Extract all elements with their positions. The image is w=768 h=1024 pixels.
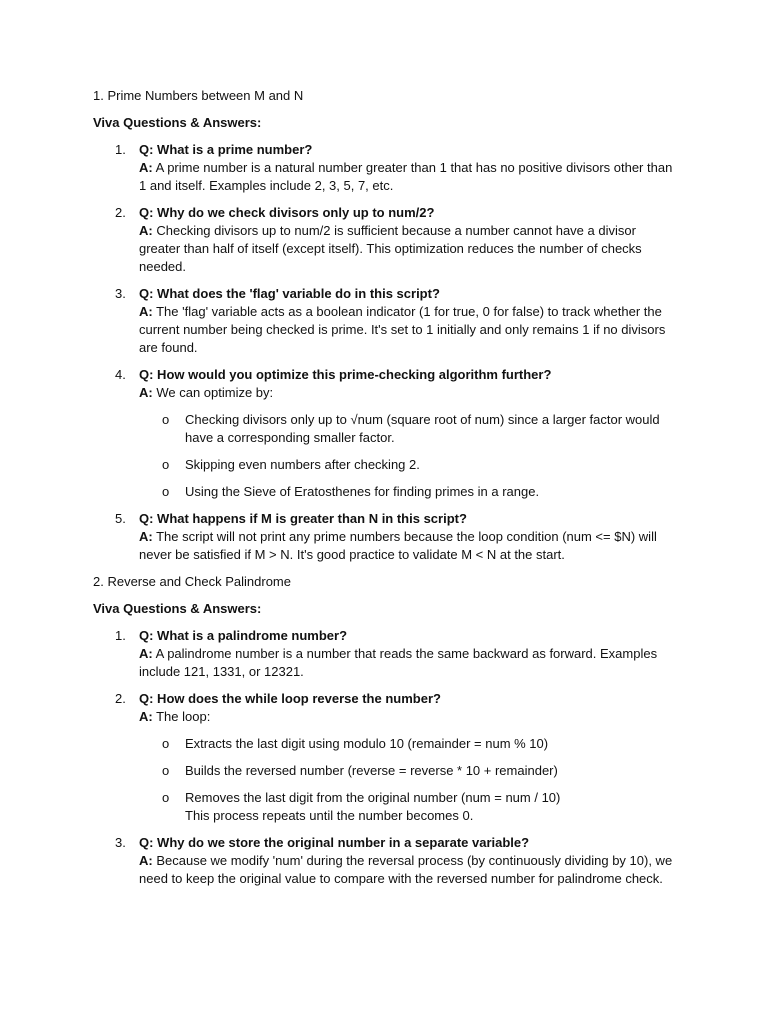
qa-list bbox=[93, 627, 678, 888]
item-number: 1. bbox=[115, 142, 126, 157]
question: Q: What does the 'flag' variable do in this script? bbox=[139, 286, 440, 301]
qa-item bbox=[93, 627, 678, 681]
viva-heading: Viva Questions & Answers: bbox=[93, 115, 262, 130]
section-title: 2. Reverse and Check Palindrome bbox=[93, 574, 291, 589]
answer-label: A: bbox=[139, 385, 153, 400]
bullet-text: Extracts the last digit using modulo 10 (remainder = num % 10) bbox=[185, 736, 549, 751]
viva-heading: Viva Questions & Answers: bbox=[93, 601, 262, 616]
answer-text: A prime number is a natural number greater than 1 that has no positive divisors other than 1 and itself. Examples include 2, 3, 5, 7, etc. bbox=[139, 160, 673, 193]
answer bbox=[139, 708, 678, 726]
bullet-list bbox=[139, 411, 678, 501]
answer-label: A: bbox=[139, 853, 153, 868]
answer-label: A: bbox=[139, 709, 153, 724]
bullet-item bbox=[139, 483, 678, 501]
bullet-icon: o bbox=[162, 484, 170, 499]
bullet-icon: o bbox=[162, 736, 170, 751]
qa-item bbox=[93, 834, 678, 888]
qa-list bbox=[93, 141, 678, 564]
answer-text: The loop: bbox=[156, 709, 211, 724]
question: Q: Why do we store the original number in a separate variable? bbox=[139, 835, 530, 850]
bullet-text: Builds the reversed number (reverse = reverse * 10 + remainder) bbox=[185, 763, 558, 778]
answer bbox=[139, 222, 678, 276]
answer-text: The 'flag' variable acts as a boolean indicator (1 for true, 0 for false) to track whether the current number being checked is prime. It's set to 1 initially and only remains 1 if no divisors are found. bbox=[139, 304, 666, 355]
answer bbox=[139, 852, 678, 888]
answer bbox=[139, 303, 678, 357]
question: Q: How does the while loop reverse the number? bbox=[139, 691, 441, 706]
item-number: 1. bbox=[115, 628, 126, 643]
answer-label: A: bbox=[139, 529, 153, 544]
qa-item bbox=[93, 204, 678, 276]
answer bbox=[139, 528, 678, 564]
bullet-icon: o bbox=[162, 790, 170, 805]
bullet-icon: o bbox=[162, 457, 170, 472]
answer-text: Checking divisors up to num/2 is sufficient because a number cannot have a divisor greater than half of itself (except itself). This optimization reduces the number of checks needed. bbox=[139, 223, 642, 274]
answer-text: A palindrome number is a number that reads the same backward as forward. Examples include 121, 1331, or 12321. bbox=[139, 646, 658, 679]
bullet-icon: o bbox=[162, 412, 170, 427]
question: Q: How would you optimize this prime-checking algorithm further? bbox=[139, 367, 552, 382]
bullet-item bbox=[139, 789, 678, 825]
bullet-list bbox=[139, 735, 678, 825]
bullet-text: Skipping even numbers after checking 2. bbox=[185, 457, 420, 472]
question: Q: What is a prime number? bbox=[139, 142, 313, 157]
qa-item bbox=[93, 510, 678, 564]
answer-label: A: bbox=[139, 160, 153, 175]
bullet-item bbox=[139, 762, 678, 780]
bullet-item bbox=[139, 456, 678, 474]
bullet-text: Using the Sieve of Eratosthenes for finding primes in a range. bbox=[185, 484, 540, 499]
answer bbox=[139, 384, 678, 402]
answer bbox=[139, 159, 678, 195]
question: Q: Why do we check divisors only up to num/2? bbox=[139, 205, 435, 220]
item-number: 5. bbox=[115, 511, 126, 526]
answer-label: A: bbox=[139, 646, 153, 661]
item-number: 4. bbox=[115, 367, 126, 382]
answer-text: We can optimize by: bbox=[156, 385, 274, 400]
bullet-icon: o bbox=[162, 763, 170, 778]
item-number: 2. bbox=[115, 691, 126, 706]
qa-item bbox=[93, 285, 678, 357]
qa-item bbox=[93, 690, 678, 825]
bullet-item bbox=[139, 735, 678, 753]
section-title: 1. Prime Numbers between M and N bbox=[93, 88, 304, 103]
qa-item bbox=[93, 141, 678, 195]
section-prime-numbers bbox=[93, 87, 678, 564]
item-number: 2. bbox=[115, 205, 126, 220]
answer-text: The script will not print any prime numbers because the loop condition (num <= $N) will never be satisfied if M > N. It's good practice to validate M < N at the start. bbox=[139, 529, 657, 562]
bullet-text: Checking divisors only up to √num (square root of num) since a larger factor would have a corresponding smaller factor. bbox=[185, 412, 660, 445]
answer-label: A: bbox=[139, 223, 153, 238]
answer bbox=[139, 645, 678, 681]
answer-text: Because we modify 'num' during the reversal process (by continuously dividing by 10), we need to keep the original value to compare with the reversed number for palindrome check. bbox=[139, 853, 673, 886]
item-number: 3. bbox=[115, 835, 126, 850]
answer-label: A: bbox=[139, 304, 153, 319]
bullet-extra-text: This process repeats until the number becomes 0. bbox=[185, 808, 474, 823]
bullet-item bbox=[139, 411, 678, 447]
bullet-text: Removes the last digit from the original number (num = num / 10) bbox=[185, 790, 561, 805]
section-palindrome bbox=[93, 573, 678, 888]
question: Q: What is a palindrome number? bbox=[139, 628, 348, 643]
item-number: 3. bbox=[115, 286, 126, 301]
qa-item bbox=[93, 366, 678, 501]
question: Q: What happens if M is greater than N in this script? bbox=[139, 511, 467, 526]
